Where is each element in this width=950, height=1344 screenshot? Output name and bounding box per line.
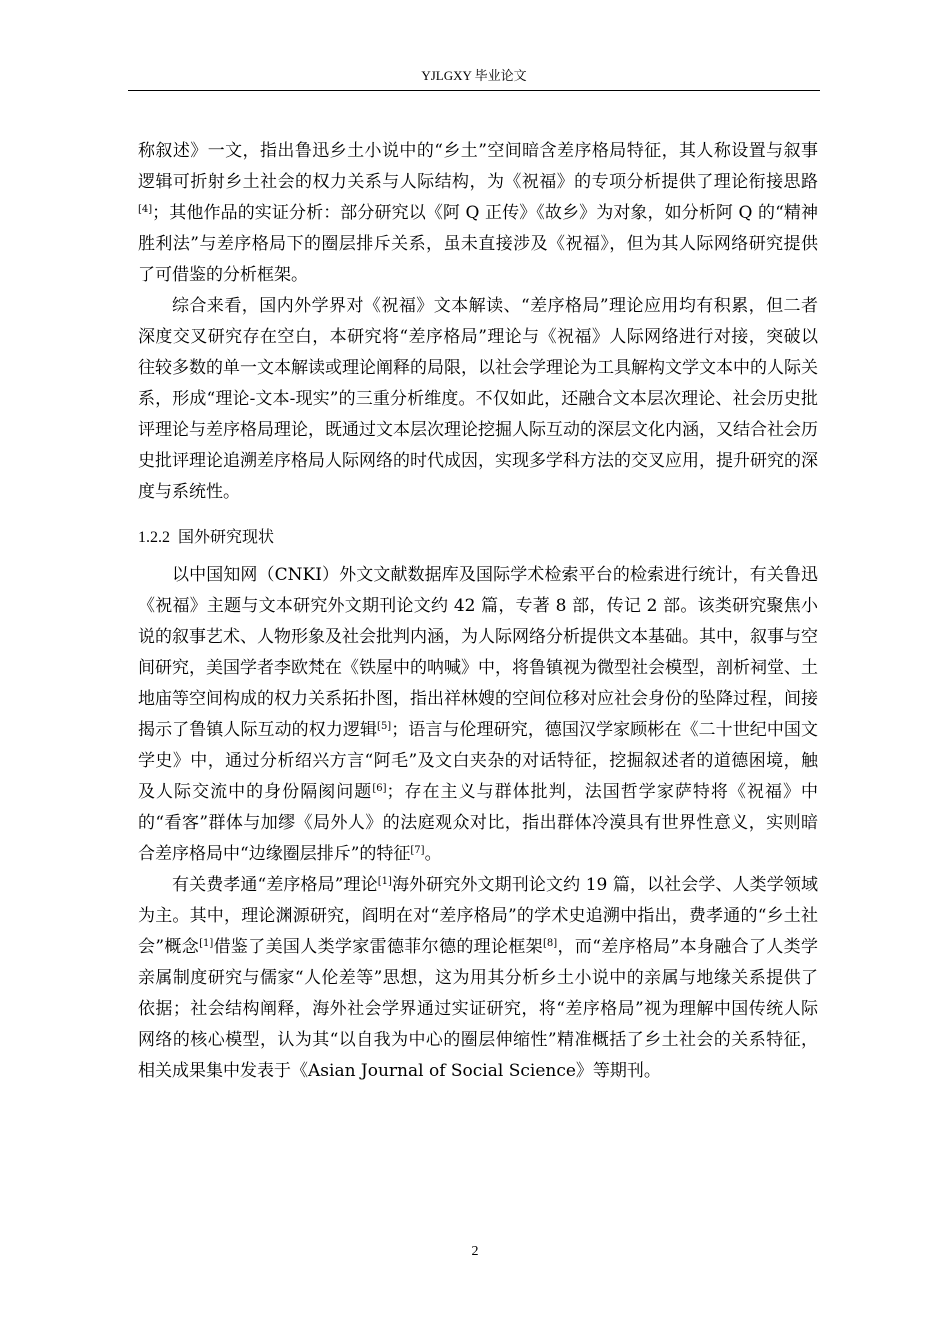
citation-8: [8]: [543, 938, 558, 949]
citation-4: [4]: [138, 204, 153, 215]
paragraph-1: 称叙述》一文，指出鲁迅乡土小说中的“乡土”空间暗含差序格局特征，其人称设置与叙事逻辑可折射乡土社会的权力关系与人际结构，为《祝福》的专项分析提供了理论衔接思路[4]；其他作品的实证分析：部分研究以《阿 Q 正传》《故乡》为对象，如分析阿 Q 的“精神胜利法”与差序格局下的圈层排斥关系，虽未直接涉及《祝福》，但为其人际网络研究提供了可借鉴的分析框架。: [138, 141, 818, 285]
citation-7: [7]: [410, 845, 425, 856]
page-number: 2: [471, 1244, 479, 1259]
paragraph-2: 综合来看，国内外学界对《祝福》文本解读、“差序格局”理论应用均有积累，但二者深度交叉研究存在空白，本研究将“差序格局”理论与《祝福》人际网络进行对接，突破以往较多数的单一文本解读或理论阐释的局限，以社会学理论为工具解构文学文本中的人际关系，形成“理论-文本-现实”的三重分析维度。不仅如此，还融合文本层次理论、社会历史批评理论与差序格局理论，既通过文本层次理论挖掘人际互动的深层文化内涵，又结合社会历史批评理论追溯差序格局人际网络的时代成因，实现多学科方法的交叉应用，提升研究的深度与系统性。: [138, 296, 818, 502]
running-header: [128, 66, 820, 91]
citation-5: [5]: [377, 721, 392, 732]
section-heading: [138, 521, 818, 553]
body-text: [138, 136, 818, 1087]
citation-1-second: [1]: [199, 938, 214, 949]
header-title: YJLGXY 毕业论文: [421, 68, 527, 83]
paragraph-4: 有关费孝通“差序格局”理论[1]海外研究外文期刊论文约 19 篇，以社会学、人类学领域为主。其中，理论渊源研究，阎明在对“差序格局”的学术史追溯中指出，费孝通的“乡土社会”概念[1]借鉴了美国人类学家雷德菲尔德的理论框架[8]，而“差序格局”本身融合了人类学亲属制度研究与儒家“人伦差等”思想，这为用其分析乡土小说中的亲属与地缘关系提供了依据；社会结构阐释，海外社会学界通过实证研究，将“差序格局”视为理解中国传统人际网络的核心模型，认为其“以自我为中心的圈层伸缩性”精准概括了乡土社会的关系特征，相关成果集中发表于《Asian Journal of Social Science》等期刊。: [138, 875, 818, 1081]
citation-6: [6]: [372, 783, 387, 794]
section-title: 国外研究现状: [178, 527, 275, 546]
paragraph-3: 以中国知网（CNKI）外文文献数据库及国际学术检索平台的检索进行统计，有关鲁迅《祝福》主题与文本研究外文期刊论文约 42 篇，专著 8 部，传记 2 部。该类研究聚焦小说的叙事艺术、人物形象及社会批判内涵，为人际网络分析提供文本基础。其中，叙事与空间研究，美国学者李欧梵在《铁屋中的呐喊》中，将鲁镇视为微型社会模型，剖析祠堂、土地庙等空间构成的权力关系拓扑图，指出祥林嫂的空间位移对应社会身份的坠降过程，间接揭示了鲁镇人际互动的权力逻辑[5]；语言与伦理研究，德国汉学家顾彬在《二十世纪中国文学史》中，通过分析绍兴方言“阿毛”及文白夹杂的对话特征，挖掘叙述者的道德困境，触及人际交流中的身份隔阂问题[6]；存在主义与群体批判，法国哲学家萨特将《祝福》中的“看客”群体与加缪《局外人》的法庭观众对比，指出群体冷漠具有世界性意义，实则暗合差序格局中“边缘圈层排斥”的特征[7]。: [138, 565, 819, 864]
section-number: 1.2.2: [138, 529, 170, 546]
citation-1: [1]: [377, 876, 392, 887]
